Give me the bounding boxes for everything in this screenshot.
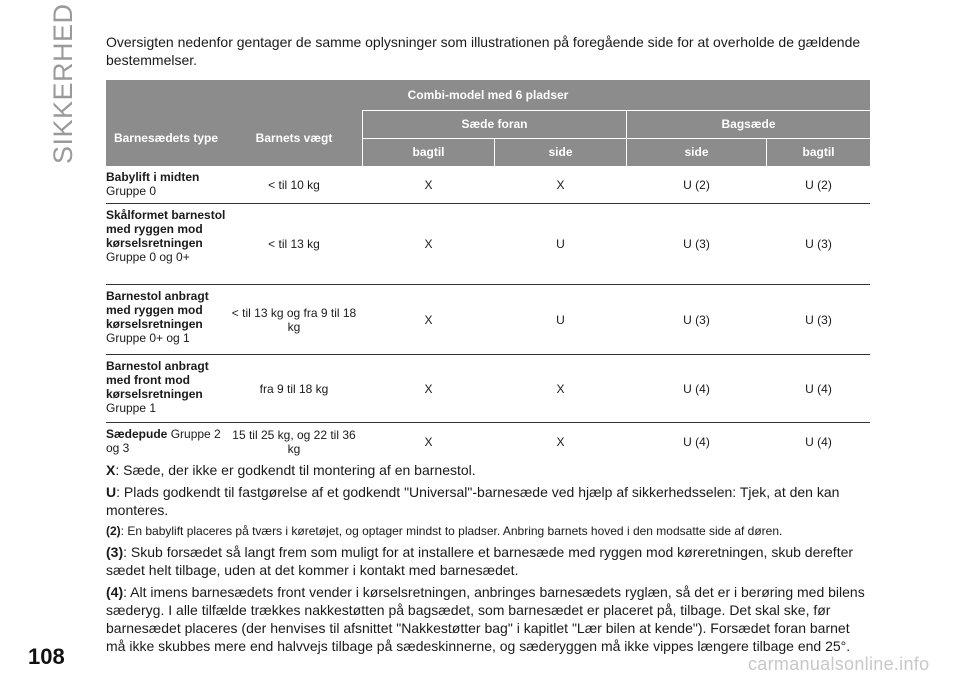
row-rear-rear-facing: U (4)	[805, 381, 832, 396]
row-seat-type: Skålformet barnestol med ryggen mod kørselsretningen Gruppe 0 og 0+	[106, 208, 226, 264]
row-rear-rear-facing: U (2)	[805, 177, 832, 192]
header-rear-side: side	[684, 145, 709, 159]
header-child-seat-type: Barnesædets type	[113, 131, 219, 145]
row-seat-type: Barnestol anbragt med ryggen mod kørselsretningen Gruppe 0+ og 1	[106, 289, 209, 345]
child-seat-table	[106, 80, 870, 461]
table-row	[106, 285, 870, 355]
table-row	[106, 166, 870, 204]
header-front-seat: Sæde foran	[461, 117, 528, 131]
row-front-rear-facing: X	[424, 312, 433, 327]
row-rear-rear-facing: U (3)	[805, 312, 832, 327]
row-weight: 15 til 25 kg, og 22 til 36 kg	[232, 428, 356, 456]
row-rear-side: U (3)	[683, 237, 710, 251]
row-rear-side: U (4)	[683, 381, 710, 396]
header-front-rear-facing: bagtil	[412, 145, 445, 159]
page-number: 108	[28, 644, 65, 669]
row-seat-type: Sædepude Gruppe 2 og 3	[106, 427, 221, 455]
header-rear-rear-facing: bagtil	[802, 145, 835, 159]
row-front-side: U	[556, 237, 565, 251]
row-front-side: X	[556, 381, 565, 396]
row-front-rear-facing: X	[424, 237, 433, 251]
row-weight: < til 13 kg	[268, 237, 320, 251]
table-body	[106, 166, 870, 461]
note-u: U: Plads godkendt til fastgørelse af et godkendt "Universal"-barnesæde ved hjælp af sikkerhedsselen: Tjek, at den kan monteres.	[106, 484, 840, 518]
header-rear-seat: Bagsæde	[721, 117, 776, 131]
table-row	[106, 355, 870, 423]
row-front-rear-facing: X	[424, 177, 433, 192]
row-rear-side: U (3)	[683, 312, 710, 327]
row-weight: fra 9 til 18 kg	[259, 381, 329, 396]
note-2: (2): En babylift placeres på tværs i køretøjet, og optager mindst to pladser. Anbring barnets hoved i den modsatte side af døren.	[106, 524, 783, 538]
row-front-rear-facing: X	[424, 381, 433, 396]
row-rear-rear-facing: U (3)	[805, 237, 832, 251]
table-header	[106, 80, 870, 166]
row-front-rear-facing: X	[424, 435, 433, 449]
row-rear-side: U (4)	[683, 435, 710, 449]
row-weight: < til 13 kg og fra 9 til 18 kg	[231, 305, 357, 334]
legend-notes	[106, 461, 870, 659]
row-seat-type: Barnestol anbragt med front mod kørselsretningen Gruppe 1	[106, 359, 209, 415]
intro-paragraph: Oversigten nedenfor gentager de samme oplysninger som illustrationen på foregående side for at overholde de gældende bestemmelser.	[106, 34, 861, 68]
row-weight: < til 10 kg	[268, 177, 320, 192]
table-row	[106, 423, 870, 461]
row-rear-side: U (2)	[683, 177, 710, 192]
row-front-side: X	[556, 435, 565, 449]
note-3: (3): Skub forsædet så langt frem som muligt for at installere et barnesæde med ryggen mod køreretningen, skub derefter sædet helt tilbage, uden at det kommer i kontakt med barnesædet.	[106, 544, 854, 578]
header-front-side: side	[548, 145, 573, 159]
row-seat-type: Babylift i midten Gruppe 0	[106, 170, 200, 198]
table-row	[106, 204, 870, 285]
section-title: SIKKERHED	[48, 3, 78, 164]
note-4: (4): Alt imens barnesædets front vender i kørselsretningen, anbringes barnesædets ryglæn, så det er i berøring med bilens sæderyg. I alle tilfælde trækkes nakkestøtten på bagsædet, som barnesædet er placeret på, tilbage. Det skal ske, før barnesædet placeres (der henvises til afsnittet "Nakkestøtter bag" i kapitlet "Lær bilen at kende"). Forsædet foran barnet må ikke skubbes mere end halvvejs tilbage på sædeskinnerne, og sæderyggen må ikke vippes længere tilbage end 25°.	[106, 584, 865, 654]
watermark: carmanualsonline.info	[748, 654, 930, 674]
table-title: Combi-model med 6 pladser	[407, 88, 569, 102]
note-x: X: Sæde, der ikke er godkendt til montering af en barnestol.	[106, 462, 476, 478]
header-child-weight: Barnets vægt	[255, 131, 333, 145]
row-rear-rear-facing: U (4)	[805, 435, 832, 449]
row-front-side: X	[556, 177, 565, 192]
row-front-side: U	[556, 312, 565, 327]
